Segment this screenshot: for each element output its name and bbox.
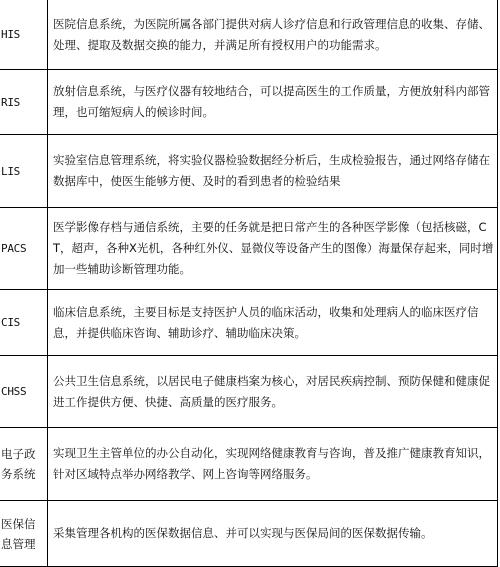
table-row: [0, 428, 498, 501]
system-description: 放射信息系统，与医疗仪器有较地结合，可以提高医生的工作质量，方便放射科内部管理，也可缩短病人的候诊时间。: [48, 70, 498, 135]
system-name: 医保信息管理: [0, 501, 48, 567]
system-description: 采集管理各机构的医保数据信息、并可以实现与医保局间的医保数据传输。: [48, 501, 498, 567]
system-name: CIS: [0, 290, 48, 356]
system-name: HIS: [0, 0, 48, 70]
table-row: [0, 290, 498, 356]
table-row: [0, 356, 498, 428]
table-row: [0, 208, 498, 290]
system-name: 电子政务系统: [0, 428, 48, 501]
system-name: CHSS: [0, 356, 48, 428]
table-row: [0, 0, 498, 70]
table-row: [0, 501, 498, 567]
system-description: 医院信息系统，为医院所属各部门提供对病人诊疗信息和行政管理信息的收集、存储、处理、提取及数据交换的能力，并满足所有授权用户的功能需求。: [48, 0, 498, 70]
system-description: 公共卫生信息系统，以居民电子健康档案为核心，对居民疾病控制、预防保健和健康促进工作提供方便、快捷、高质量的医疗服务。: [48, 356, 498, 428]
system-name: LIS: [0, 135, 48, 208]
system-description: 实验室信息管理系统，将实验仪器检验数据经分析后，生成检验报告，通过网络存储在数据库中，使医生能够方便、及时的看到患者的检验结果: [48, 135, 498, 208]
table-row: [0, 135, 498, 208]
table-row: [0, 70, 498, 135]
system-name: PACS: [0, 208, 48, 290]
system-description: 医学影像存档与通信系统，主要的任务就是把日常产生的各种医学影像（包括核磁，CT，超声，各种X光机，各种红外仪、显微仪等设备产生的图像）海量保存起来，同时增加一些辅助诊断管理功能。: [48, 208, 498, 290]
system-name: RIS: [0, 70, 48, 135]
system-description: 临床信息系统，主要目标是支持医护人员的临床活动，收集和处理病人的临床医疗信息，并提供临床咨询、辅助诊疗、辅助临床决策。: [48, 290, 498, 356]
system-description: 实现卫生主管单位的办公自动化，实现网络健康教育与咨询，普及推广健康教育知识，针对区域特点举办网络教学、网上咨询等网络服务。: [48, 428, 498, 501]
